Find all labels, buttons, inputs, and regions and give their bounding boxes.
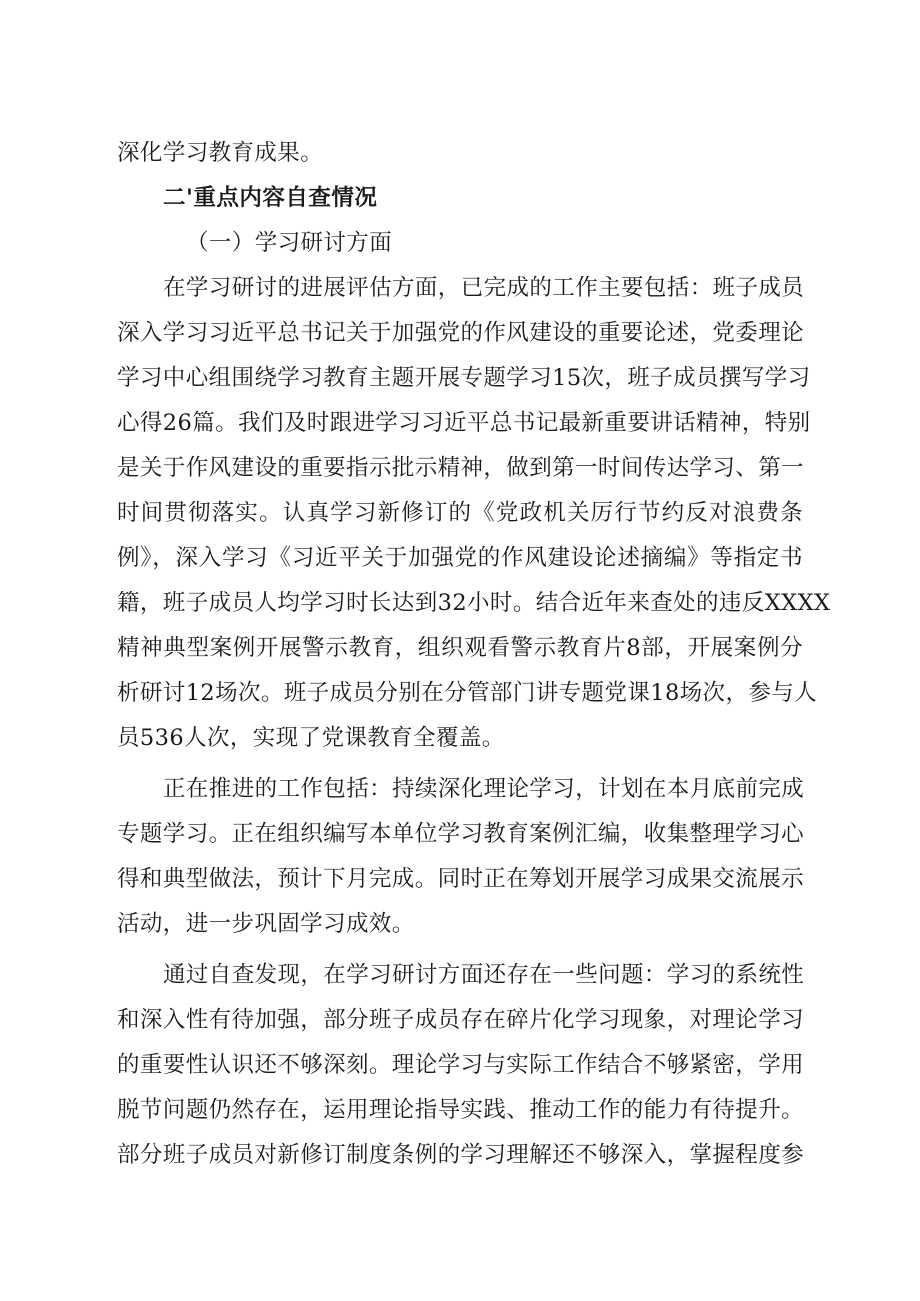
paragraph-line: 在学习研讨的进展评估方面，已完成的工作主要包括：班子成员 — [163, 275, 805, 301]
paragraph-line: 和深入性有待加强，部分班子成员存在碎片化学习现象，对理论学习 — [117, 1007, 805, 1033]
paragraph-line: 析研讨12场次。班子成员分别在分管部门讲专题党课18场次，参与人 — [117, 680, 818, 706]
paragraph-line: 心得26篇。我们及时跟进学习习近平总书记最新重要讲话精神，特别 — [117, 410, 811, 436]
document-body — [117, 131, 831, 1178]
paragraph-line: 的重要性认识还不够深刻。理论学习与实际工作结合不够紧密，学用 — [117, 1052, 805, 1078]
subsection-heading: （一）学习研讨方面 — [186, 230, 393, 256]
paragraph-line: 脱节问题仍然存在，运用理论指导实践、推动工作的能力有待提升。 — [117, 1097, 805, 1123]
paragraph-line: 是关于作风建设的重要指示批示精神，做到第一时间传达学习、第一 — [117, 455, 805, 481]
paragraph-line: 深入学习习近平总书记关于加强党的作风建设的重要论述，党委理论 — [117, 320, 805, 346]
paragraph-line: 部分班子成员对新修订制度条例的学习理解还不够深入，掌握程度参 — [117, 1142, 805, 1168]
paragraph-line: 精神典型案例开展警示教育，组织观看警示教育片8部，开展案例分 — [117, 635, 803, 661]
paragraph-line: 员536人次，实现了党课教育全覆盖。 — [117, 725, 505, 751]
paragraph-line: 通过自查发现，在学习研讨方面还存在一些问题：学习的系统性 — [163, 962, 805, 988]
paragraph-line: 专题学习。正在组织编写本单位学习教育案例汇编，收集整理学习心 — [117, 821, 805, 847]
paragraph-line: 深化学习教育成果。 — [117, 140, 324, 166]
paragraph-line: 例》，深入学习《习近平关于加强党的作风建设论述摘编》等指定书 — [117, 545, 803, 571]
section-heading: 二'重点内容自查情况 — [163, 185, 378, 211]
paragraph-line: 得和典型做法，预计下月完成。同时正在筹划开展学习成果交流展示 — [117, 866, 805, 892]
paragraph-line: 正在推进的工作包括：持续深化理论学习，计划在本月底前完成 — [163, 776, 805, 802]
paragraph-line: 籍，班子成员人均学习时长达到32小时。结合近年来查处的违反XXXX — [117, 590, 831, 616]
paragraph-line: 活动，进一步巩固学习成效。 — [117, 911, 415, 937]
paragraph-line: 学习中心组围绕学习教育主题开展专题学习15次，班子成员撰写学习 — [117, 365, 811, 391]
paragraph-line: 时间贯彻落实。认真学习新修订的《党政机关厉行节约反对浪费条 — [117, 500, 803, 526]
